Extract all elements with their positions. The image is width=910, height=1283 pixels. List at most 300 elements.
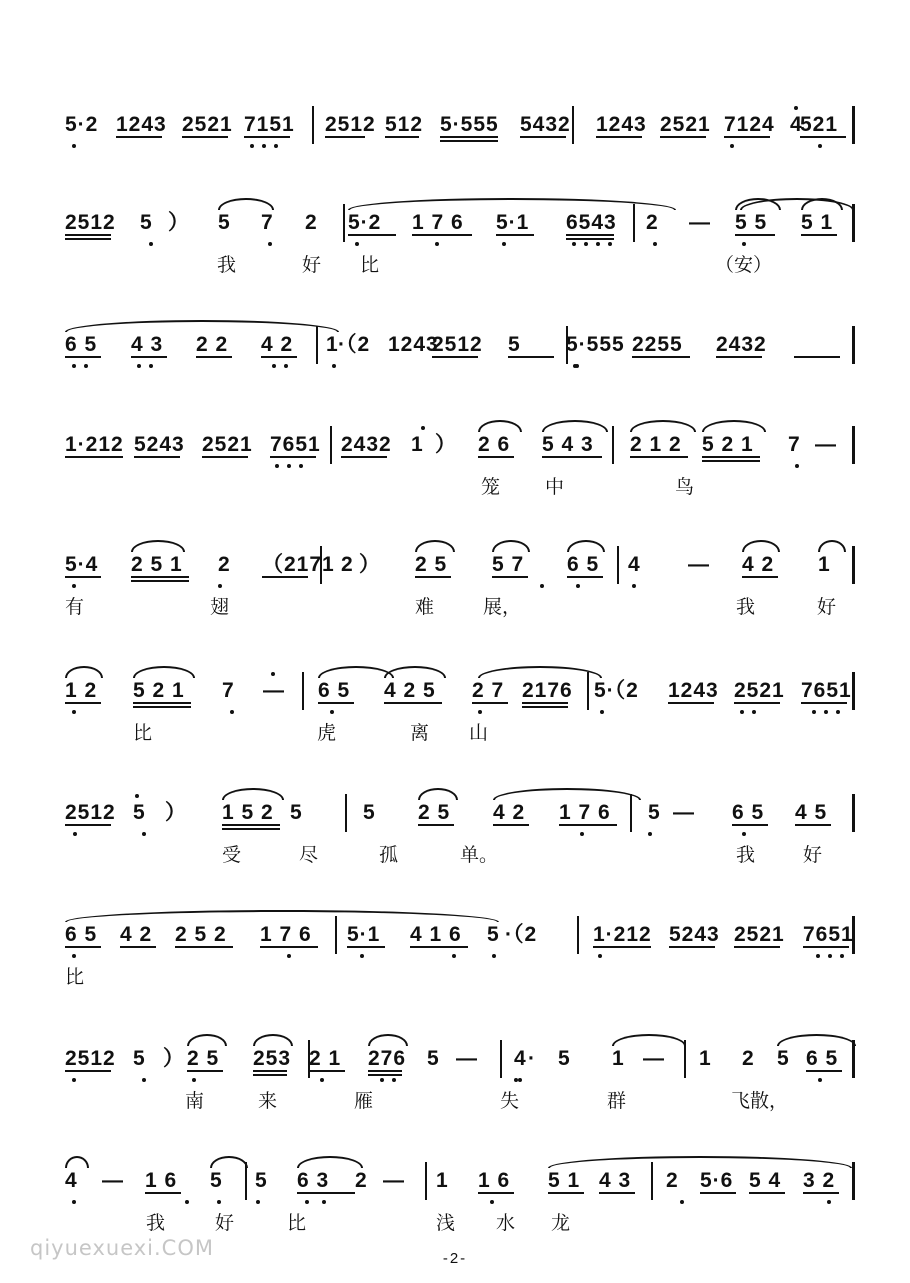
rhythm-underline (385, 136, 419, 138)
notation-token: 5·2 (348, 211, 382, 234)
octave-dot-low (72, 710, 76, 714)
slur-arc (133, 666, 195, 678)
slur-arc (742, 540, 780, 552)
rhythm-underline (116, 136, 162, 138)
octave-dot-low (742, 832, 746, 836)
bar-line (572, 106, 574, 144)
octave-dot-low (149, 242, 153, 246)
octave-dot-low (752, 710, 756, 714)
rhythm-underline (65, 456, 123, 458)
bar-line (330, 426, 332, 464)
notation-token: 4 2 (742, 553, 775, 576)
rhythm-underline (508, 356, 554, 358)
lyric-syllable: 我 (217, 254, 237, 276)
bar-line (425, 1162, 427, 1200)
lyric-syllable: 失 (500, 1090, 520, 1112)
notation-token: 2 5 (187, 1047, 220, 1070)
notation-token: ·（2 (338, 333, 371, 356)
notation-token: 5·4 (65, 553, 99, 576)
rhythm-underline (493, 824, 529, 826)
octave-dot-low (355, 242, 359, 246)
notation-token: 2 (341, 553, 354, 576)
notation-token: — (673, 801, 695, 824)
rhythm-underline (253, 1070, 287, 1072)
notation-token: 512 (385, 113, 424, 136)
lyric-syllable: 好 (817, 596, 837, 618)
notation-token: 2 7 (472, 679, 505, 702)
rhythm-underline (187, 1070, 223, 1072)
bar-line (308, 1040, 310, 1078)
notation-token: 5 2 1 (133, 679, 185, 702)
bar-line (302, 672, 304, 710)
slur-arc (478, 666, 602, 678)
notation-token: 1 7 6 (559, 801, 611, 824)
notation-token: 1 7 6 (412, 211, 464, 234)
notation-token: 2512 (65, 1047, 116, 1070)
watermark (30, 1236, 214, 1260)
notation-token: — (689, 211, 711, 234)
notation-token: — (688, 553, 710, 576)
notation-token: 2521 (202, 433, 253, 456)
notation-token: 1 (612, 1047, 625, 1070)
octave-dot-low (262, 144, 266, 148)
rhythm-underline (632, 356, 690, 358)
notation-token: 4 2 5 (384, 679, 436, 702)
octave-dot-low (320, 1078, 324, 1082)
notation-token: 1 6 (478, 1169, 511, 1192)
slur-arc (818, 540, 846, 552)
rhythm-underline (630, 456, 688, 458)
lyric-syllable: 鸟 (675, 476, 695, 498)
notation-token: 6 5 (732, 801, 765, 824)
bar-line (345, 794, 347, 832)
notation-line (0, 210, 910, 244)
bar-line (852, 916, 855, 954)
notation-token: 7 (261, 211, 274, 234)
rhythm-underline (309, 1070, 345, 1072)
notation-token: 2521 (660, 113, 711, 136)
slur-arc (65, 910, 499, 922)
rhythm-underline (794, 356, 840, 358)
bar-line (852, 106, 855, 144)
octave-dot-low (72, 584, 76, 588)
notation-token: 5 (558, 1047, 571, 1070)
notation-token: 5243 (669, 923, 720, 946)
notation-token: 4 5 (795, 801, 828, 824)
notation-token: 1 (699, 1047, 712, 1070)
octave-dot-high (271, 672, 275, 676)
notation-token: — (102, 1169, 124, 1192)
notation-token: 4 3 (599, 1169, 632, 1192)
rhythm-underline (418, 824, 454, 826)
notation-token: 5·1 (347, 923, 381, 946)
slur-arc (478, 420, 522, 432)
rhythm-underline (548, 1192, 584, 1194)
rhythm-underline (522, 702, 568, 704)
notation-token: 5·（2 (594, 679, 639, 702)
notation-token: 5·6 (700, 1169, 734, 1192)
octave-dot-low (608, 242, 612, 246)
notation-token: ·（2 (505, 923, 538, 946)
rhythm-underline (669, 946, 715, 948)
octave-dot-low (596, 242, 600, 246)
lyric-syllable: 群 (607, 1090, 627, 1112)
rhythm-underline (566, 238, 614, 240)
octave-dot-low (142, 1078, 146, 1082)
lyric-syllable: 水 (496, 1212, 516, 1234)
octave-dot-low (452, 954, 456, 958)
rhythm-underline (65, 824, 111, 826)
notation-token: 2 1 (309, 1047, 342, 1070)
notation-token: 7651 (803, 923, 854, 946)
lyric-syllable: 孤 (379, 844, 399, 866)
slur-arc (368, 1034, 408, 1046)
notation-token: 2 1 2 (630, 433, 682, 456)
bar-line (577, 916, 579, 954)
rhythm-underline (131, 356, 167, 358)
octave-dot-low (653, 242, 657, 246)
rhythm-underline (253, 1074, 287, 1076)
rhythm-underline (520, 136, 566, 138)
octave-dot-low (573, 364, 577, 368)
notation-token: 7 (222, 679, 235, 702)
notation-token: 2512 (65, 211, 116, 234)
notation-token: 6 5 (806, 1047, 839, 1070)
notation-token: 5 (427, 1047, 440, 1070)
notation-token: 2521 (734, 923, 785, 946)
notation-token: — (456, 1047, 478, 1070)
notation-token: 5·1 (496, 211, 530, 234)
octave-dot-low (490, 1200, 494, 1204)
notation-token: 5243 (134, 433, 185, 456)
slur-arc (187, 1034, 227, 1046)
notation-token: 2176 (522, 679, 573, 702)
rhythm-underline (749, 1192, 785, 1194)
bar-line (852, 546, 855, 584)
rhythm-underline (120, 946, 156, 948)
notation-token: 5 (255, 1169, 268, 1192)
octave-dot-low (572, 242, 576, 246)
notation-line (0, 922, 910, 956)
notation-token: ） (165, 801, 187, 824)
notation-token: 521 (800, 113, 839, 136)
lyric-syllable: 离 (410, 722, 430, 744)
bar-line (312, 106, 314, 144)
notation-token: 6 5 (65, 923, 98, 946)
lyric-syllable: 比 (65, 966, 85, 988)
notation-token: 5432 (520, 113, 571, 136)
notation-token: 5 (290, 801, 303, 824)
notation-token: 4 (65, 1169, 78, 1192)
lyric-syllable: 比 (287, 1212, 307, 1234)
rhythm-underline (542, 456, 602, 458)
rhythm-underline (222, 828, 280, 830)
notation-token: 2 (305, 211, 318, 234)
notation-token: 5 (133, 1047, 146, 1070)
octave-dot-low (275, 464, 279, 468)
notation-token: 1 (436, 1169, 449, 1192)
rhythm-underline (65, 576, 101, 578)
page-number: -2- (442, 1250, 468, 1267)
octave-dot-low (230, 710, 234, 714)
notation-token: 7651 (270, 433, 321, 456)
notation-token: 5 (218, 211, 231, 234)
octave-dot-low (836, 710, 840, 714)
rhythm-underline (801, 702, 847, 704)
lyric-syllable: 我 (736, 596, 756, 618)
octave-dot-low (600, 710, 604, 714)
rhythm-underline (432, 356, 478, 358)
octave-dot-low (274, 144, 278, 148)
rhythm-underline (567, 576, 603, 578)
rhythm-underline (440, 136, 498, 138)
lyric-syllable: 好 (803, 844, 823, 866)
rhythm-underline (196, 356, 232, 358)
notation-token: 4 2 (261, 333, 294, 356)
notation-token: 5 7 (492, 553, 525, 576)
notation-token: 5 (210, 1169, 223, 1192)
slur-arc (65, 320, 339, 332)
slur-arc (418, 788, 458, 800)
lyric-syllable: 笼 (481, 476, 501, 498)
octave-dot-low (185, 1200, 189, 1204)
rhythm-underline (131, 576, 189, 578)
notation-token: ） (359, 553, 381, 576)
notation-token: 4 (514, 1047, 527, 1070)
notation-token: 4 1 6 (410, 923, 462, 946)
notation-token: 2 2 (196, 333, 229, 356)
notation-token: 6 5 (318, 679, 351, 702)
notation-token: 5 (133, 801, 146, 824)
notation-token: 5 5 (735, 211, 768, 234)
slur-arc (65, 1156, 89, 1168)
octave-dot-low (840, 954, 844, 958)
notation-token: 1·212 (593, 923, 652, 946)
lyric-syllable: 比 (133, 722, 153, 744)
rhythm-underline (803, 946, 849, 948)
notation-token: ） (435, 433, 457, 456)
notation-token: 1 7 6 (260, 923, 312, 946)
notation-token: 5 4 3 (542, 433, 594, 456)
slur-arc (384, 666, 446, 678)
octave-dot-low (72, 364, 76, 368)
rhythm-underline (734, 946, 780, 948)
rhythm-underline (384, 702, 442, 704)
octave-dot-low (287, 954, 291, 958)
lyric-syllable: 浅 (436, 1212, 456, 1234)
notation-token: 6543 (566, 211, 617, 234)
notation-token: 4 2 (493, 801, 526, 824)
rhythm-underline (222, 824, 280, 826)
octave-dot-low (492, 954, 496, 958)
octave-dot-low (435, 242, 439, 246)
rhythm-underline (341, 456, 387, 458)
lyric-syllable: 飞散， (731, 1090, 789, 1112)
rhythm-underline (133, 706, 191, 708)
bar-line (320, 546, 322, 584)
octave-dot-high (421, 426, 425, 430)
octave-dot-low (632, 584, 636, 588)
lyric-syllable: 中 (545, 476, 565, 498)
octave-dot-low (272, 364, 276, 368)
rhythm-underline (732, 824, 768, 826)
octave-dot-low (540, 584, 544, 588)
octave-dot-low (142, 832, 146, 836)
notation-token: 2 6 (478, 433, 511, 456)
slur-arc (318, 666, 394, 678)
octave-dot-low (137, 364, 141, 368)
notation-token: 2512 (325, 113, 376, 136)
lyric-syllable: 山 (469, 722, 489, 744)
slur-arc (492, 540, 530, 552)
notation-token: 5 (487, 923, 500, 946)
rhythm-underline (806, 1070, 842, 1072)
notation-token: 2521 (734, 679, 785, 702)
slur-arc (210, 1156, 248, 1168)
notation-token: 5·555 (566, 333, 625, 356)
notation-token: 5 1 (548, 1169, 581, 1192)
rhythm-underline (593, 946, 651, 948)
octave-dot-low (192, 1078, 196, 1082)
lyric-syllable: 虎 (317, 722, 337, 744)
octave-dot-low (518, 1078, 522, 1082)
notation-line (0, 332, 910, 366)
octave-dot-high (794, 106, 798, 110)
lyric-syllable: 展， (483, 596, 522, 618)
lyric-syllable: 好 (215, 1212, 235, 1234)
rhythm-underline (175, 946, 233, 948)
rhythm-underline (716, 356, 762, 358)
notation-token: 7 (788, 433, 801, 456)
notation-token: 5 2 1 (702, 433, 754, 456)
notation-token: 2512 (432, 333, 483, 356)
octave-dot-low (598, 954, 602, 958)
lyric-syllable: 翅 (210, 596, 230, 618)
lyric-syllable: 有 (65, 596, 85, 618)
notation-line (0, 432, 910, 466)
lyric-syllable: 龙 (551, 1212, 571, 1234)
rhythm-underline (134, 456, 180, 458)
notation-token: 5 (363, 801, 376, 824)
rhythm-underline (368, 1070, 402, 1072)
notation-token: 4 (790, 113, 803, 136)
notation-token: — (263, 679, 285, 702)
bar-line (852, 326, 855, 364)
rhythm-underline (724, 136, 770, 138)
octave-dot-low (332, 364, 336, 368)
notation-token: 1243 (388, 333, 439, 356)
octave-dot-low (360, 954, 364, 958)
notation-token: （2171 (262, 553, 335, 576)
lyric-syllable: 单。 (460, 844, 499, 866)
watermark-text: qiyuexuexi.COM (30, 1236, 214, 1260)
notation-token: 1 6 (145, 1169, 178, 1192)
slur-arc (493, 788, 641, 800)
rhythm-underline (65, 946, 101, 948)
notation-token: 5 4 (749, 1169, 782, 1192)
notation-token: 276 (368, 1047, 407, 1070)
notation-token: · (528, 1047, 536, 1070)
notation-line (0, 1168, 910, 1202)
rhythm-underline (472, 702, 508, 704)
notation-token: 7651 (801, 679, 852, 702)
bar-line (566, 326, 568, 364)
octave-dot-low (149, 364, 153, 368)
notation-token: 2 (646, 211, 659, 234)
notation-token: 1 5 2 (222, 801, 274, 824)
notation-token: 2 (666, 1169, 679, 1192)
rhythm-underline (522, 706, 568, 708)
notation-token: 2 5 (415, 553, 448, 576)
octave-dot-low (828, 954, 832, 958)
rhythm-underline (202, 456, 248, 458)
octave-dot-low (284, 364, 288, 368)
notation-token: 253 (253, 1047, 292, 1070)
slur-arc (65, 666, 103, 678)
rhythm-underline (559, 824, 617, 826)
rhythm-underline (368, 1074, 402, 1076)
notation-token: 5 (648, 801, 661, 824)
octave-dot-low (330, 710, 334, 714)
rhythm-underline (700, 1192, 736, 1194)
rhythm-underline (566, 234, 614, 236)
notation-token: — (643, 1047, 665, 1070)
notation-token: 5 1 (801, 211, 834, 234)
rhythm-underline (262, 576, 308, 578)
lyric-syllable: 我 (146, 1212, 166, 1234)
lyric-syllable: 受 (222, 844, 242, 866)
octave-dot-low (824, 710, 828, 714)
notation-token: 6 5 (65, 333, 98, 356)
rhythm-underline (742, 576, 778, 578)
lyric-syllable: 尽 (299, 844, 319, 866)
octave-dot-low (322, 1200, 326, 1204)
notation-line (0, 1046, 910, 1080)
octave-dot-low (740, 710, 744, 714)
rhythm-underline (668, 702, 714, 704)
bar-line (852, 1162, 855, 1200)
notation-token: 1 2 (65, 679, 98, 702)
notation-line (0, 800, 910, 834)
octave-dot-low (305, 1200, 309, 1204)
lyric-syllable: （安） (715, 254, 773, 276)
bar-line (500, 1040, 502, 1078)
notation-token: 1243 (668, 679, 719, 702)
rhythm-underline (325, 136, 365, 138)
notation-token: 2 5 2 (175, 923, 227, 946)
notation-token: 6 5 (567, 553, 600, 576)
slur-arc (218, 198, 274, 210)
lyric-syllable: 难 (415, 596, 435, 618)
octave-dot-low (250, 144, 254, 148)
slur-arc (131, 540, 185, 552)
octave-dot-high (135, 794, 139, 798)
bar-line (852, 794, 855, 832)
notation-token: 1243 (596, 113, 647, 136)
octave-dot-low (72, 144, 76, 148)
notation-token: 5 (508, 333, 521, 356)
rhythm-underline (660, 136, 706, 138)
notation-token: 1·212 (65, 433, 124, 456)
rhythm-underline (599, 1192, 635, 1194)
notation-token: 2432 (341, 433, 392, 456)
rhythm-underline (182, 136, 228, 138)
lyric-syllable: 我 (736, 844, 756, 866)
notation-token: 7124 (724, 113, 775, 136)
octave-dot-low (742, 242, 746, 246)
octave-dot-low (299, 464, 303, 468)
octave-dot-low (72, 1078, 76, 1082)
